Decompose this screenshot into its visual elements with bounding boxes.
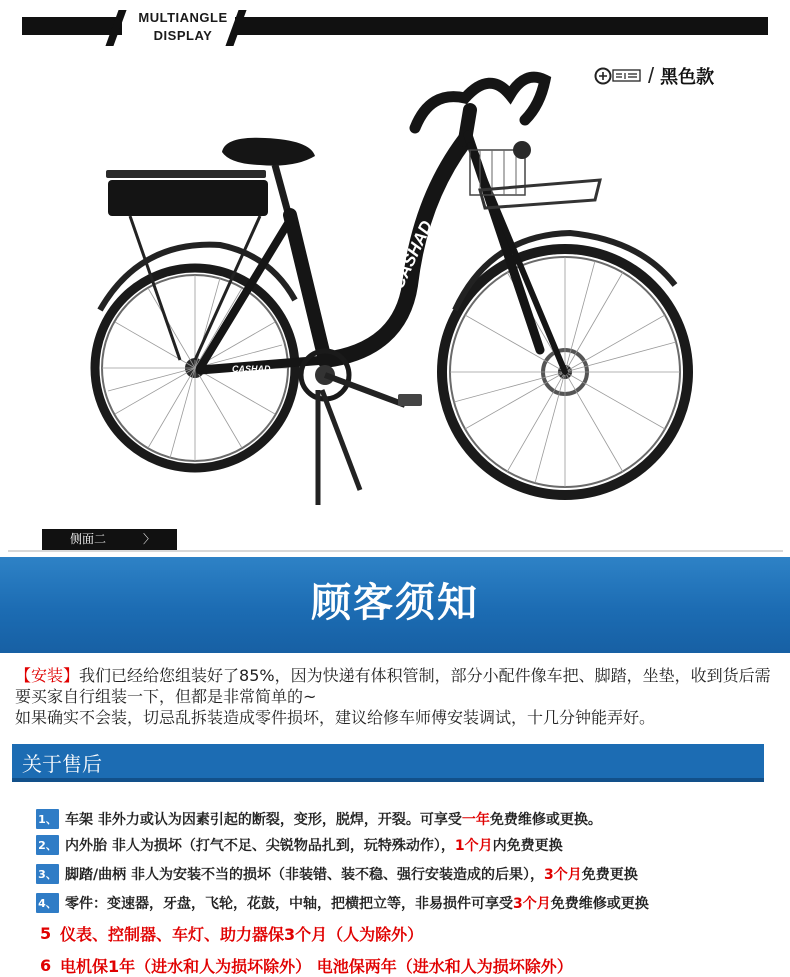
- color-variant-label: 黑色款: [660, 67, 715, 88]
- item-text: 电机保1年（进水和人为损坏除外） 电池保两年（进水和人为损坏除外）: [60, 956, 573, 976]
- item-highlight: 3个月: [544, 867, 582, 883]
- install-paragraph-2: 如果确实不会装，切忌乱拆装造成零件损坏，建议给修车师傅安装调试，十几分钟能弄好。: [15, 708, 656, 727]
- aftersales-header-stripe: [12, 778, 764, 782]
- aftersales-item-electronics: [40, 921, 423, 945]
- item-number-badge: 4、: [36, 893, 59, 913]
- multiangle-display-title: [128, 9, 238, 45]
- notice-title: 顾客须知: [311, 580, 479, 626]
- item-number-badge: 3、: [36, 864, 59, 884]
- aftersales-header-bar: [12, 744, 764, 782]
- title-line-1: MULTIANGLE: [138, 10, 228, 25]
- brand-slash: /: [648, 63, 655, 88]
- side-view-label: 侧面二: [70, 532, 107, 546]
- item-text-end: 内免费更换: [492, 838, 563, 854]
- item-number-badge: 2、: [36, 835, 59, 855]
- aftersales-title: 关于售后: [22, 752, 102, 776]
- item-highlight: 一年: [461, 812, 490, 828]
- item-highlight: 1个月: [454, 838, 493, 854]
- install-text-1: 我们已经给您组装好了85%，因为快递有体积管制，部分小配件像车把、脚踏，坐垫，收到货后需要买家自行组装一下，但都是非常简单的~: [15, 666, 771, 706]
- item-text-end: 免费更换: [581, 867, 638, 883]
- banner-bar-right: [235, 17, 768, 35]
- top-banner: [0, 0, 790, 52]
- aftersales-item-parts: [36, 891, 649, 915]
- chainstay-brand-text: CASHAD: [232, 364, 271, 374]
- title-line-2: DISPLAY: [153, 28, 213, 43]
- item-text-end: 免费维修或更换: [550, 896, 649, 912]
- chevron-right-icon: 〉: [142, 532, 155, 546]
- item-text-end: 免费维修或更换。: [489, 812, 602, 828]
- bicycle-image: [70, 50, 720, 520]
- banner-bar-left: [22, 17, 122, 35]
- aftersales-item-pedals: [36, 862, 638, 886]
- aftersales-item-motor-battery: [40, 953, 573, 977]
- aftersales-item-frame: [36, 807, 602, 831]
- install-notice: [15, 665, 775, 728]
- frame-brand-text: CASHAD: [388, 217, 437, 292]
- item-text: 脚踏/曲柄 非人为安装不当的损坏（非装错、装不稳、强行安装造成的后果），: [65, 867, 544, 883]
- item-text: 内外胎 非人为损坏（打气不足、尖锐物品扎到，玩特殊动作），: [65, 838, 455, 854]
- side-view-tag: [42, 529, 177, 550]
- install-paragraph-1: [15, 665, 775, 707]
- item-number-badge: 1、: [36, 809, 59, 829]
- item-highlight: 3个月: [513, 896, 551, 912]
- item-text: 仪表、控制器、车灯、助力器保3个月（人为除外）: [60, 924, 424, 944]
- aftersales-item-tires: [36, 833, 563, 857]
- divider: [8, 550, 783, 552]
- item-text: 零件：变速器，牙盘，飞轮，花鼓，中轴，把横把立等，非易损件可享受: [65, 896, 513, 912]
- item-text: 车架 非外力或认为因素引起的断裂，变形，脱焊，开裂。可享受: [65, 812, 462, 828]
- item-number: 5: [40, 923, 52, 943]
- install-tag: 【安装】: [15, 666, 80, 685]
- item-number: 6: [40, 955, 52, 975]
